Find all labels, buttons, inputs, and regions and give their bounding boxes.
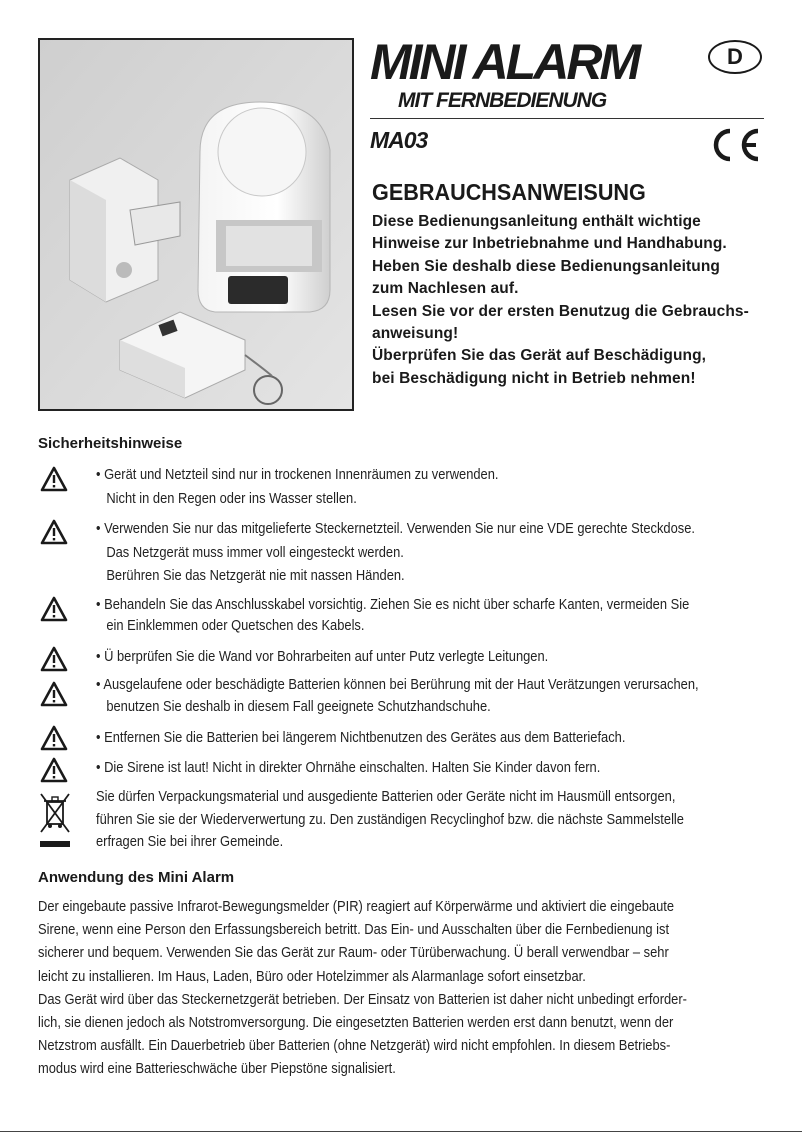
safety-item [96,726,625,750]
usage-line: leicht zu installieren. Im Haus, Laden, Büro oder Hotelzimmer als Alarmanlage sofort einsetzbar. [38,967,586,985]
safety-item-line: • Entfernen Sie die Batterien bei längerem Nichtbenutzen des Gerätes aus dem Batteriefach. [96,729,626,746]
safety-section-title: Sicherheitshinweise [38,435,183,452]
intro-line: anweisung! [372,325,459,343]
warning-triangle-icon [40,681,68,707]
language-badge: D [708,40,762,74]
warning-triangle-icon [40,466,68,492]
usage-line: Netzstrom ausfällt. Ein Dauerbetrieb über Batterien (ohne Netzgerät) wird nicht empfohlen. In diesem Betriebs- [38,1037,671,1055]
intro-line: bei Beschädigung nicht in Betrieb nehmen! [372,369,696,387]
safety-item-line: • Gerät und Netzteil sind nur in trockenen Innenräumen zu verwenden. [96,466,499,483]
safety-item-line: benutzen Sie deshalb in diesem Fall geeignete Schutzhandschuhe. [106,697,491,715]
header-divider [370,118,764,119]
warning-triangle-icon [40,519,68,545]
intro-line: Lesen Sie vor der ersten Benutzug die Gebrauchs- [372,302,749,320]
safety-item [96,674,699,717]
safety-item-line: • Ausgelaufene oder beschädigte Batterien können bei Berührung mit der Haut Verätzungen verursachen, [96,676,699,693]
usage-section-title: Anwendung des Mini Alarm [38,869,235,886]
product-photo [38,38,354,411]
product-subtitle: MIT FERNBEDIENUNG [398,89,607,112]
ce-mark-icon [706,125,762,170]
safety-item [96,645,548,669]
safety-item-line: Nicht in den Regen oder ins Wasser stellen. [106,489,357,507]
crossed-out-bin-icon [38,790,72,850]
disposal-line: führen Sie sie der Wiederverwertung zu. Den zuständigen Recyclinghof bzw. die nächste Sammelstelle [96,810,684,828]
disposal-line: Sie dürfen Verpackungsmaterial und ausgediente Batterien oder Geräte nicht im Hausmüll entsorgen, [96,788,676,805]
usage-line: Das Gerät wird über das Steckernetzgerät betrieben. Der Einsatz von Batterien ist daher nicht unbedingt erforder- [38,990,687,1008]
safety-item [96,517,695,588]
intro-line: Diese Bedienungsanleitung enthält wichtige [372,213,701,230]
warning-triangle-icon [40,757,68,783]
usage-paragraph [38,895,692,1081]
warning-triangle-icon [40,596,68,622]
intro-line: Überprüfen Sie das Gerät auf Beschädigung, [372,347,707,365]
safety-item-line: • Verwenden Sie nur das mitgelieferte Steckernetzteil. Verwenden Sie nur eine VDE gerechte Steckdose. [96,520,695,537]
safety-item [96,756,600,780]
safety-item [96,463,499,510]
intro-line: Hinweise zur Inbetriebnahme und Handhabung. [372,235,727,253]
manual-heading: GEBRAUCHSANWEISUNG [372,179,646,205]
safety-item-line: • Die Sirene ist laut! Nicht in direkter Ohrnähe einschalten. Halten Sie Kinder davon fern. [96,759,601,776]
intro-line: Heben Sie deshalb diese Bedienungsanleitung [372,257,720,275]
disposal-line: erfragen Sie bei ihrer Gemeinde. [96,833,284,850]
bottom-rule [0,1131,802,1132]
safety-item [96,594,689,636]
usage-line: modus wird eine Batterieschwäche über Piepstöne signalisiert. [38,1060,396,1078]
safety-item-line: Das Netzgerät muss immer voll eingesteckt werden. [106,543,404,561]
warning-triangle-icon [40,725,68,751]
safety-item-line: • Ü berprüfen Sie die Wand vor Bohrarbeiten auf unter Putz verlegte Leitungen. [96,648,549,665]
safety-item-line: Berühren Sie das Netzgerät nie mit nassen Händen. [106,567,405,584]
usage-line: Sirene, wenn eine Person den Erfassungsbereich betritt. Das Ein- und Ausschalten über die Fernbedienung ist [38,921,670,939]
usage-line: Der eingebaute passive Infrarot-Bewegungsmelder (PIR) reagiert auf Körperwärme und aktiviert die eingebaute [38,898,675,915]
disposal-note [96,786,684,854]
intro-line: zum Nachlesen auf. [372,280,519,298]
usage-line: sicherer und bequem. Verwenden Sie das Gerät zur Raum- oder Türüberwachung. Ü berall verwendbar – sehr [38,944,669,962]
warning-triangle-icon [40,646,68,672]
usage-line: lich, sie dienen jedoch als Notstromversorgung. Die eingesetzten Batterien werden erst dann benutzt, wenn der [38,1014,674,1032]
intro-text [372,211,767,390]
model-number: MA03 [370,127,428,153]
safety-item-line: • Behandeln Sie das Anschlusskabel vorsichtig. Ziehen Sie es nicht über scharfe Kanten, vermeiden Sie [96,596,690,613]
safety-item-line: ein Einklemmen oder Quetschen des Kabels. [106,617,365,634]
product-title: MINI ALARM [370,34,639,90]
